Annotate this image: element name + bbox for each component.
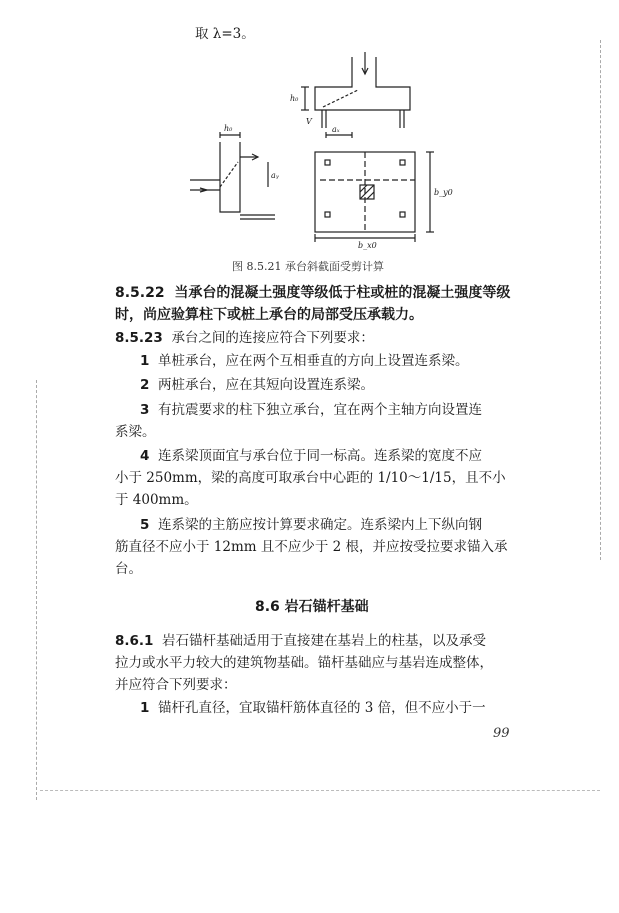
bx0-label: b_x0 <box>358 241 377 250</box>
side-view-outline <box>220 142 240 212</box>
item-text: 连系梁顶面宜与承台位于同一标高。连系梁的宽度不应 <box>158 448 482 464</box>
item-number: 4 <box>140 448 150 464</box>
shear-calculation-figure <box>180 52 453 252</box>
clause-8-6-1-item1 <box>140 698 486 719</box>
clause-8-6-1-line3: 并应符合下列要求： <box>115 677 237 693</box>
item-number: 1 <box>140 700 150 716</box>
clause-number: 8.6.1 <box>115 633 154 649</box>
clause-8-6-1-line2: 拉力或水平力较大的建筑物基础。锚杆基础应与基岩连成整体， <box>115 655 493 671</box>
item-text: 单桩承台，应在两个互相垂直的方向上设置连系梁。 <box>158 353 469 369</box>
list-item-4-cont1: 小于 250mm，梁的高度可取承台中心距的 1/10～1/15，且不小 <box>115 470 506 486</box>
by0-label: b_y0 <box>434 188 453 197</box>
ay-label: aᵧ <box>271 171 279 180</box>
clause-text: 承台之间的连接应符合下列要求： <box>171 330 374 346</box>
list-item-5-cont1: 筋直径不应小于 12mm 且不应少于 2 根，并应按受拉要求锚入承 <box>115 539 508 555</box>
h0-left-label: h₀ <box>224 124 233 133</box>
clause-number: 8.5.22 <box>115 285 165 301</box>
list-item-2 <box>140 375 374 396</box>
scan-edge-bottom <box>40 790 600 791</box>
list-item-5 <box>140 515 482 536</box>
clause-text: 当承台的混凝土强度等级低于柱或桩的混凝土强度等级 <box>174 285 511 301</box>
item-number: 1 <box>140 353 150 369</box>
section-heading-8-6: 8.6 岩石锚杆基础 <box>255 599 369 615</box>
clause-number: 8.5.23 <box>115 330 163 346</box>
item-number: 5 <box>140 517 150 533</box>
clause-8-6-1-line1 <box>115 631 486 652</box>
scan-edge-left <box>36 380 37 800</box>
clause-8-5-23-intro <box>115 328 374 349</box>
item-text: 锚杆孔直径，宜取锚杆筋体直径的 3 倍，但不应小于一 <box>158 700 486 716</box>
item-number: 2 <box>140 377 150 393</box>
item-text: 连系梁的主筋应按计算要求确定。连系梁内上下纵向钢 <box>158 517 482 533</box>
list-item-1 <box>140 351 469 372</box>
scan-edge-right <box>600 40 601 560</box>
list-item-3 <box>140 400 482 421</box>
shear-plane <box>323 90 358 107</box>
list-item-4 <box>140 446 482 467</box>
list-item-4-cont2: 于 400mm。 <box>115 492 198 508</box>
cap-elevation-outline <box>315 57 410 110</box>
v-label: V <box>306 117 312 126</box>
formula-line: 取 λ=3。 <box>195 26 255 42</box>
clause-8-5-22-line1 <box>115 283 510 304</box>
page-number: 99 <box>493 726 510 741</box>
item-text: 两桩承台，应在其短向设置连系梁。 <box>158 377 374 393</box>
clause-8-5-22-line2: 时，尚应验算柱下或桩上承台的局部受压承载力。 <box>115 307 423 323</box>
item-text: 有抗震要求的柱下独立承台，宜在两个主轴方向设置连 <box>158 402 482 418</box>
figure-caption: 图 8.5.21 承台斜截面受剪计算 <box>232 260 384 273</box>
h0-top-label: h₀ <box>290 94 299 103</box>
list-item-3-cont: 系梁。 <box>115 424 156 440</box>
item-number: 3 <box>140 402 150 418</box>
ax-label: aₓ <box>332 125 340 134</box>
list-item-5-cont2: 台。 <box>115 561 142 577</box>
clause-text: 岩石锚杆基础适用于直接建在基岩上的柱基，以及承受 <box>162 633 487 649</box>
